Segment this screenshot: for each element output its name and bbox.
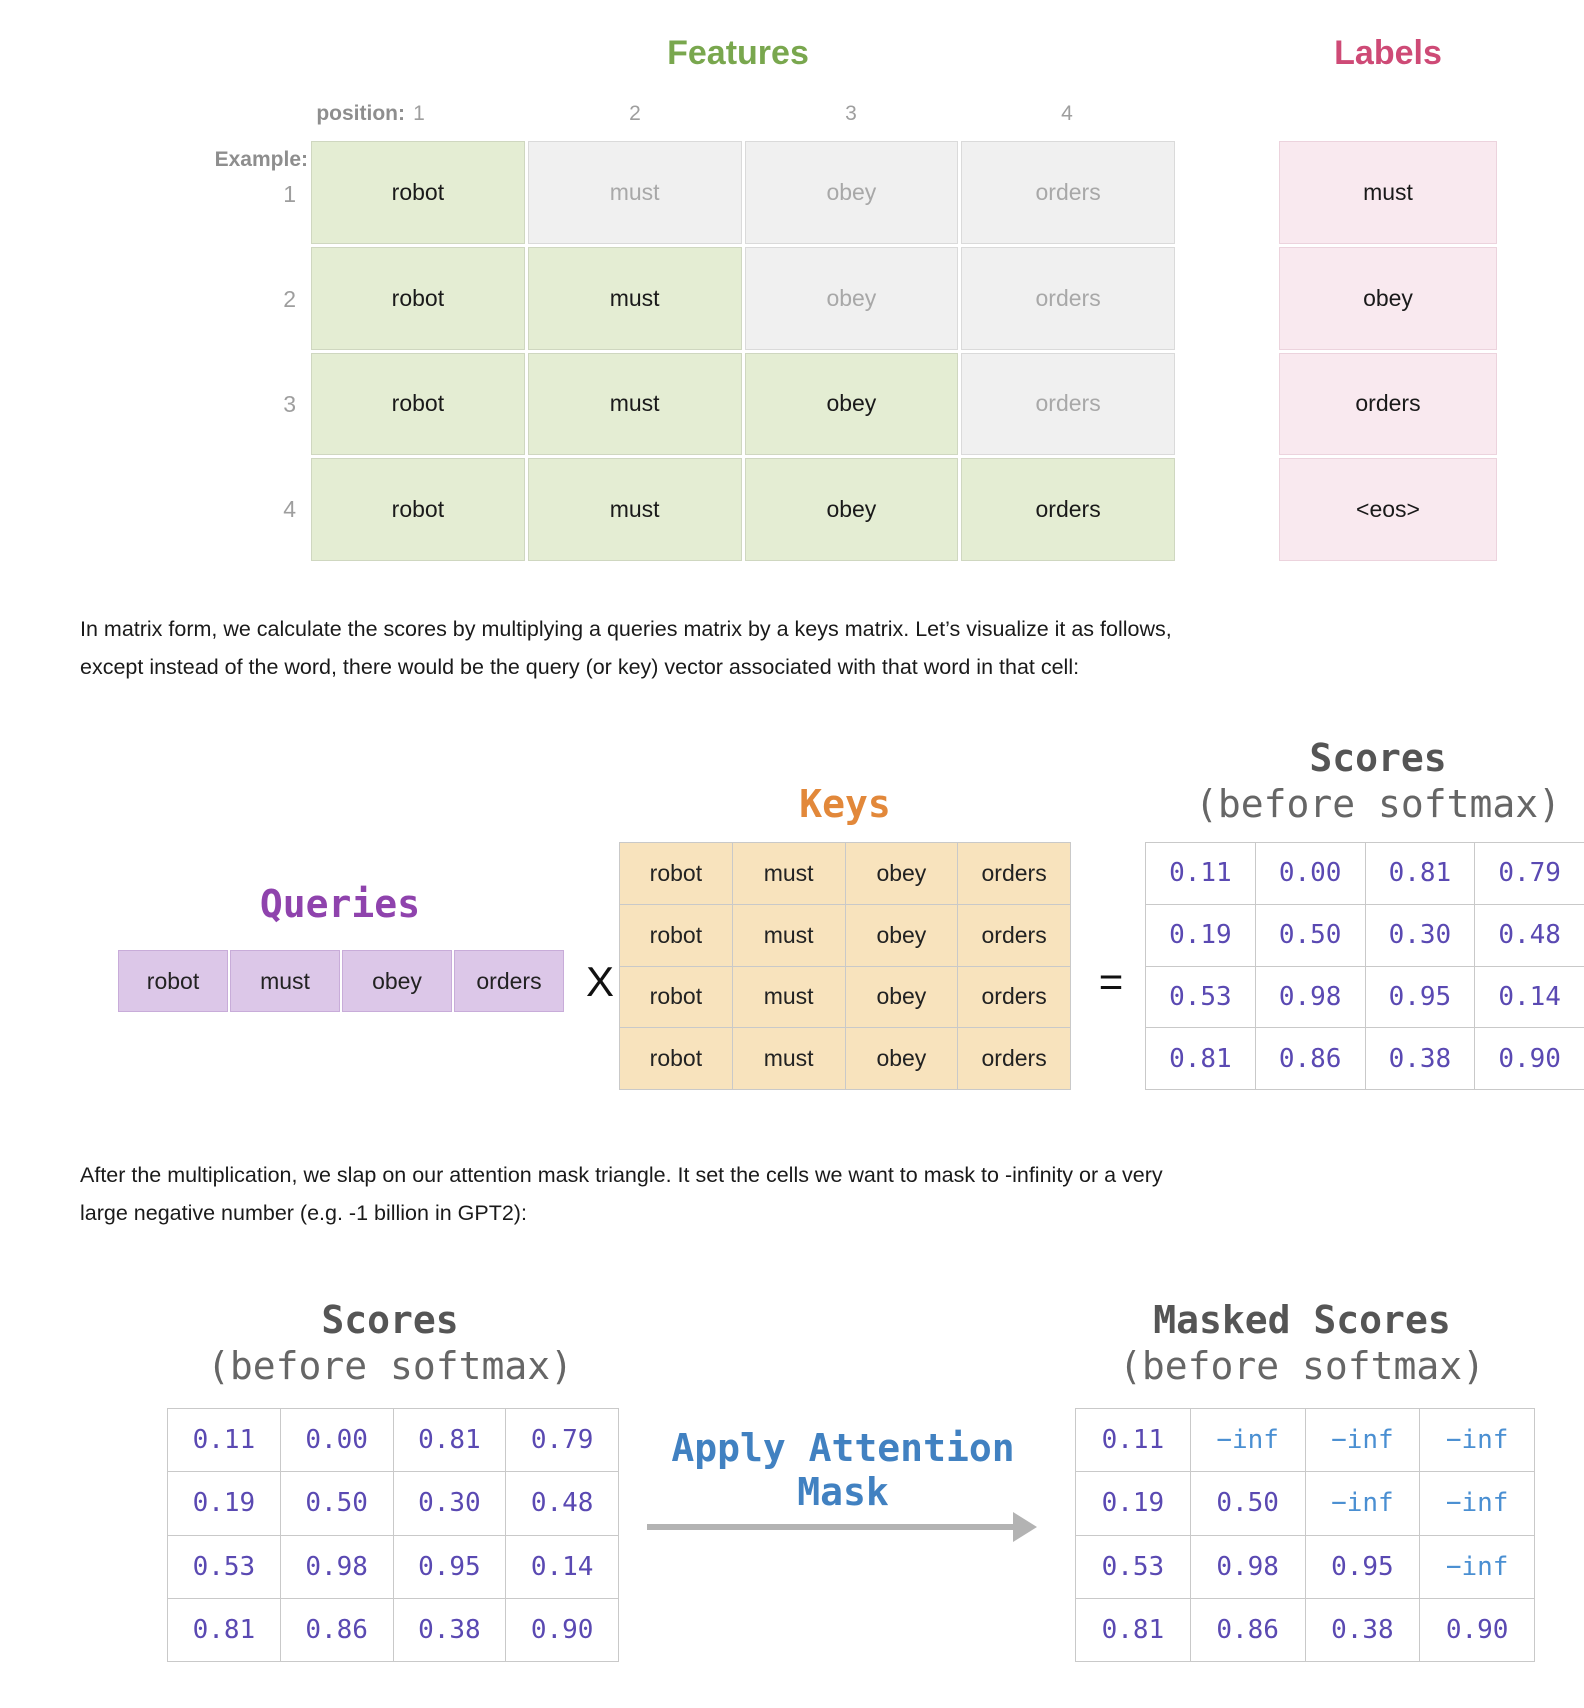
key-cell: robot: [620, 905, 732, 966]
feature-cell: obey: [745, 141, 959, 244]
apply-attention-mask-label-line2: Mask: [797, 1470, 889, 1514]
example-row-number: 4: [283, 496, 296, 522]
feature-cell: obey: [745, 247, 959, 350]
key-cell: orders: [958, 843, 1070, 904]
feature-cell: robot: [311, 247, 525, 350]
score-cell: 0.95: [394, 1536, 506, 1598]
masked-score-cell: 0.53: [1076, 1536, 1190, 1598]
label-cell: orders: [1279, 353, 1497, 456]
mask-arrow-line: [647, 1524, 1015, 1530]
key-cell: obey: [846, 843, 958, 904]
masked-score-cell: −inf: [1306, 1472, 1420, 1534]
score-cell: 0.19: [168, 1472, 280, 1534]
key-cell: orders: [958, 1028, 1070, 1089]
feature-cell: orders: [961, 247, 1175, 350]
score-cell: 0.50: [281, 1472, 393, 1534]
labels-column: [1279, 141, 1497, 561]
feature-cell: orders: [961, 458, 1175, 561]
key-cell: robot: [620, 1028, 732, 1089]
score-cell: 0.38: [394, 1599, 506, 1661]
query-cell: must: [230, 950, 340, 1012]
scores-title-bottom: Scores: [321, 1298, 459, 1342]
key-cell: must: [733, 905, 845, 966]
feature-cell: must: [528, 458, 742, 561]
score-cell: 0.81: [1146, 1028, 1255, 1089]
score-cell: 0.81: [394, 1409, 506, 1471]
feature-cell: robot: [311, 141, 525, 244]
key-cell: must: [733, 967, 845, 1028]
features-table: [311, 141, 1175, 561]
key-cell: must: [733, 1028, 845, 1089]
scores-subtitle: (before softmax): [1194, 782, 1562, 826]
scores-table: [1145, 842, 1584, 1090]
score-cell: 0.50: [1256, 905, 1365, 966]
masked-score-cell: −inf: [1306, 1409, 1420, 1471]
masked-score-cell: −inf: [1420, 1472, 1534, 1534]
masked-score-cell: 0.86: [1191, 1599, 1305, 1661]
masked-score-cell: 0.95: [1306, 1536, 1420, 1598]
score-cell: 0.11: [1146, 843, 1255, 904]
paragraph-line: large negative number (e.g. -1 billion in GPT2):: [80, 1201, 527, 1225]
score-cell: 0.79: [1475, 843, 1584, 904]
masked-score-cell: 0.81: [1076, 1599, 1190, 1661]
masked-scores-subtitle: (before softmax): [1118, 1344, 1486, 1388]
position-number-1: 1: [413, 102, 425, 125]
masked-score-cell: 0.90: [1420, 1599, 1534, 1661]
score-cell: 0.98: [1256, 967, 1365, 1028]
label-cell: obey: [1279, 247, 1497, 350]
masked-score-cell: 0.50: [1191, 1472, 1305, 1534]
masked-score-cell: 0.98: [1191, 1536, 1305, 1598]
score-cell: 0.86: [281, 1599, 393, 1661]
scores-subtitle-bottom: (before softmax): [206, 1344, 574, 1388]
example-row-number: 3: [283, 391, 296, 417]
feature-cell: orders: [961, 141, 1175, 244]
feature-cell: must: [528, 247, 742, 350]
score-cell: 0.30: [394, 1472, 506, 1534]
key-cell: obey: [846, 967, 958, 1028]
score-cell: 0.90: [506, 1599, 618, 1661]
paragraph-line: In matrix form, we calculate the scores by multiplying a queries matrix by a keys matrix. Let’s visualize it as follows,: [80, 617, 1172, 641]
position-number-3: 3: [845, 102, 857, 125]
label-cell: must: [1279, 141, 1497, 244]
score-cell: 0.19: [1146, 905, 1255, 966]
apply-attention-mask-label-line1: Apply Attention: [671, 1426, 1015, 1470]
score-cell: 0.48: [506, 1472, 618, 1534]
key-cell: must: [733, 843, 845, 904]
feature-cell: obey: [745, 458, 959, 561]
query-cell: orders: [454, 950, 564, 1012]
feature-cell: must: [528, 141, 742, 244]
position-label: position:: [316, 102, 405, 125]
keys-table: [619, 842, 1071, 1090]
queries-row: [118, 950, 564, 1012]
score-cell: 0.48: [1475, 905, 1584, 966]
feature-cell: robot: [311, 458, 525, 561]
score-cell: 0.53: [168, 1536, 280, 1598]
position-number-2: 2: [629, 102, 641, 125]
score-cell: 0.79: [506, 1409, 618, 1471]
example-row-number: 2: [283, 286, 296, 312]
paragraph-line: After the multiplication, we slap on our attention mask triangle. It set the cells we want to mask to -infinity or a very: [80, 1163, 1163, 1187]
score-cell: 0.81: [1366, 843, 1475, 904]
masked-score-cell: −inf: [1420, 1409, 1534, 1471]
score-cell: 0.86: [1256, 1028, 1365, 1089]
labels-title: Labels: [1334, 34, 1442, 72]
feature-cell: orders: [961, 353, 1175, 456]
features-title: Features: [667, 34, 809, 72]
feature-cell: obey: [745, 353, 959, 456]
paragraph-matrix-form: [80, 610, 1550, 686]
feature-cell: robot: [311, 353, 525, 456]
score-cell: 0.53: [1146, 967, 1255, 1028]
example-label: Example:: [214, 148, 308, 171]
keys-title: Keys: [799, 782, 891, 826]
feature-cell: must: [528, 353, 742, 456]
key-cell: orders: [958, 905, 1070, 966]
position-number-4: 4: [1061, 102, 1073, 125]
masked-score-cell: 0.38: [1306, 1599, 1420, 1661]
score-cell: 0.11: [168, 1409, 280, 1471]
masked-score-cell: 0.11: [1076, 1409, 1190, 1471]
paragraph-line: except instead of the word, there would be the query (or key) vector associated with that word in that cell:: [80, 655, 1080, 679]
score-cell: 0.14: [1475, 967, 1584, 1028]
masked-scores-table: [1075, 1408, 1535, 1662]
example-row-number: 1: [283, 181, 296, 207]
scores-title: Scores: [1309, 736, 1447, 780]
score-cell: 0.95: [1366, 967, 1475, 1028]
key-cell: robot: [620, 843, 732, 904]
label-cell: <eos>: [1279, 458, 1497, 561]
score-cell: 0.14: [506, 1536, 618, 1598]
score-cell: 0.00: [281, 1409, 393, 1471]
mask-arrow-head-icon: [1013, 1512, 1037, 1542]
score-cell: 0.30: [1366, 905, 1475, 966]
masked-score-cell: −inf: [1420, 1536, 1534, 1598]
score-cell: 0.81: [168, 1599, 280, 1661]
paragraph-attention-mask: [80, 1156, 1550, 1232]
query-cell: obey: [342, 950, 452, 1012]
key-cell: robot: [620, 967, 732, 1028]
queries-title: Queries: [259, 882, 421, 926]
score-cell: 0.00: [1256, 843, 1365, 904]
multiply-symbol: X: [585, 958, 614, 1005]
equals-symbol: =: [1098, 958, 1124, 1005]
key-cell: orders: [958, 967, 1070, 1028]
query-cell: robot: [118, 950, 228, 1012]
masked-score-cell: −inf: [1191, 1409, 1305, 1471]
score-cell: 0.98: [281, 1536, 393, 1598]
score-cell: 0.38: [1366, 1028, 1475, 1089]
key-cell: obey: [846, 1028, 958, 1089]
masked-scores-title: Masked Scores: [1153, 1298, 1451, 1342]
masked-score-cell: 0.19: [1076, 1472, 1190, 1534]
key-cell: obey: [846, 905, 958, 966]
score-cell: 0.90: [1475, 1028, 1584, 1089]
